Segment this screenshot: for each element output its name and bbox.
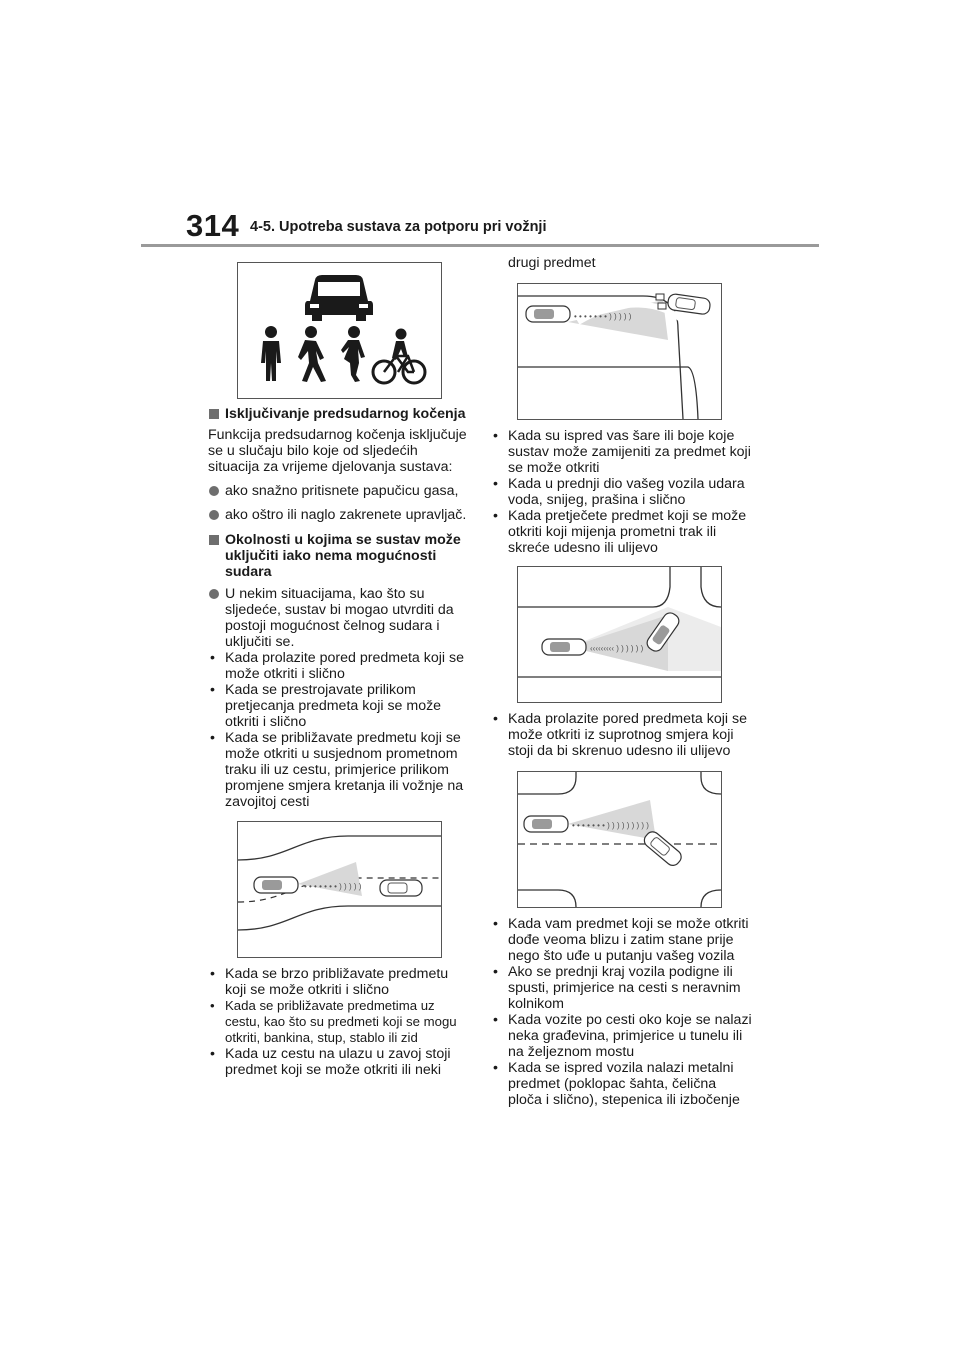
right-column (491, 255, 753, 1108)
list-item: • Kada uz cestu na ulazu u zavoj stoji predmet koji se može otkriti ili neki (208, 1046, 470, 1078)
continuation-text: drugi predmet (508, 255, 596, 271)
disable-condition-1: ako snažno pritisnete papučicu gasa, (208, 483, 470, 499)
own-vehicle (526, 306, 570, 322)
list-item: • Ako se prednji kraj vozila podigne ili spusti, primjerice na cesti s neravnim kolnikom (491, 964, 753, 1012)
brake-disable-intro: Funkcija predsudarnog kočenja isključuje se u slučaju bilo koje od sljedećih situacija za vrijeme djelovanja sustava: (208, 427, 467, 475)
svg-text:• • • • • • • ) ) ) ) ): • • • • • • • ) ) ) ) ) (304, 882, 362, 891)
situations-list-5 (491, 916, 753, 1108)
situations-list-4 (491, 711, 753, 759)
list-item: • Kada se prestrojavate prilikom pretjecanja predmeta koji se može otkriti i slično (208, 682, 470, 730)
svg-text:• • • • • • • ) ) ) ) ) ) ) ): • • • • • • • ) ) ) ) ) ) ) ) ) (572, 821, 649, 830)
list-item: • Kada pretječete predmet koji se može otkriti koji mijenja prometni trak ili skreće udesno ili ulijevo (491, 508, 753, 556)
own-vehicle (524, 816, 568, 832)
svg-text:‹‹‹‹‹‹‹‹‹ ) ) ) ) ) ): ‹‹‹‹‹‹‹‹‹ ) ) ) ) ) ) (590, 644, 644, 653)
list-item: • Kada su ispred vas šare ili boje koje sustav može zamijeniti za predmet koji se može otkriti (491, 428, 753, 476)
svg-text:• • • • • • • ) ) ) ) ): • • • • • • • ) ) ) ) ) (574, 312, 632, 321)
list-item: • Kada prolazite pored predmeta koji se može otkriti iz suprotnog smjera koji stoji da bi skrenuo udesno ili ulijevo (491, 711, 753, 759)
left-column (208, 262, 470, 1078)
heading-brake-disable: Isključivanje predsudarnog kočenja (208, 406, 470, 422)
own-vehicle (254, 877, 298, 893)
detected-vehicle (380, 880, 422, 896)
list-item: • Kada vozite po cesti oko koje se nalazi neka građevina, primjerice u tunelu ili na željeznom mostu (491, 1012, 753, 1060)
turning-object-illustration (517, 566, 722, 703)
section-title: 4-5. Upotreba sustava za potporu pri vožnji (250, 219, 547, 235)
detectable-objects-icon (238, 263, 441, 398)
list-item: • Kada se približavate predmetima uz cestu, kao što su predmeti koji se mogu otkriti, bankina, stup, stablo ili zid (208, 998, 470, 1046)
heading-false-activation: Okolnosti u kojima se sustav može uključiti iako nema mogućnosti sudara (208, 532, 470, 580)
list-item: • Kada u prednji dio vašeg vozila udara voda, snijeg, prašina i slično (491, 476, 753, 508)
list-item: • Kada se približavate predmetu koji se može otkriti u susjednom prometnom traku ili uz cestu, primjerice prilikom promjene smjera kretanja ili vožnje na zavojitoj cesti (208, 730, 470, 810)
disable-condition-2: ako oštro ili naglo zakrenete upravljač. (208, 507, 470, 523)
situations-list-1 (208, 650, 470, 810)
list-item: • Kada se brzo približavate predmetu koji se može otkriti i slično (208, 966, 470, 998)
page-number: 314 (186, 208, 240, 243)
list-item: • Kada se ispred vozila nalazi metalni predmet (poklopac šahta, čelična ploča i slično), stepenica ili izbočenje (491, 1060, 753, 1108)
corner-object-illustration (517, 283, 722, 420)
detected-vehicle (642, 829, 684, 868)
curved-road-illustration (237, 821, 442, 958)
situations-list-2 (208, 966, 470, 1078)
oncoming-turn-illustration (517, 771, 722, 908)
false-activation-intro: U nekim situacijama, kao što su sljedeće, sustav bi mogao utvrditi da postoji mogućnost čelnog sudara i uključiti se. (208, 586, 470, 650)
detectable-objects-illustration (237, 262, 442, 399)
list-item: • Kada prolazite pored predmeta koji se može otkriti i slično (208, 650, 470, 682)
own-vehicle (542, 639, 586, 655)
list-item: • Kada vam predmet koji se može otkriti dođe veoma blizu i zatim stane prije nego što uđe u putanju vašeg vozila (491, 916, 753, 964)
situations-list-3 (491, 428, 753, 556)
header-divider (141, 244, 819, 247)
